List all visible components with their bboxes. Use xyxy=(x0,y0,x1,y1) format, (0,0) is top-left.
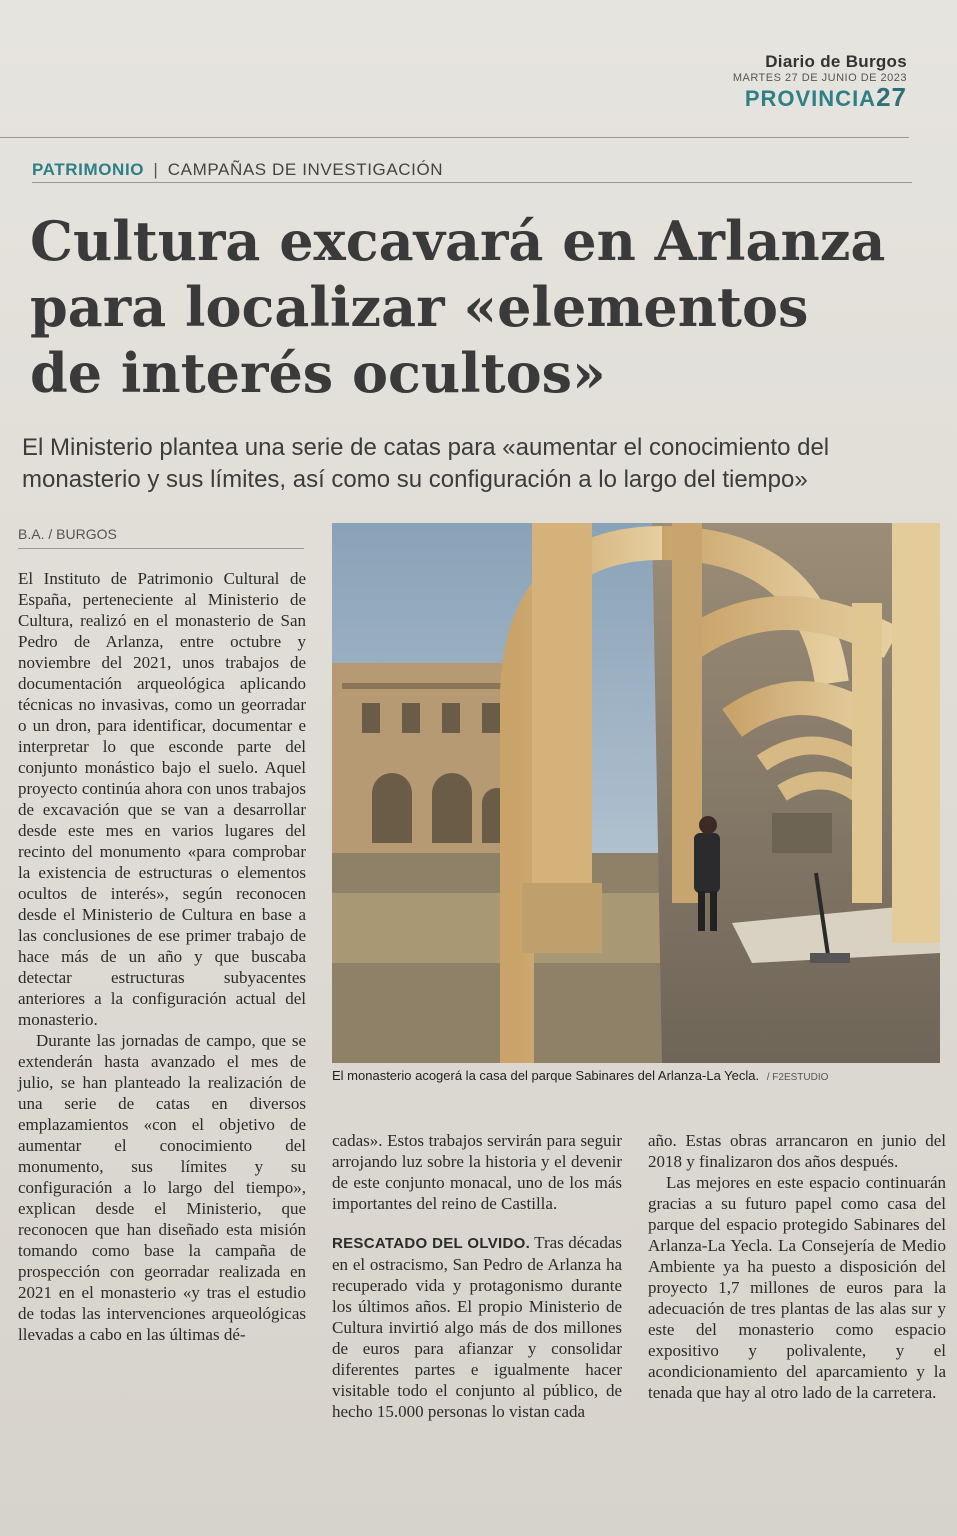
byline-author: B.A. xyxy=(18,526,45,542)
kicker-separator: | xyxy=(153,160,159,179)
top-rule xyxy=(0,137,909,138)
section-lead: RESCATADO DEL OLVIDO. xyxy=(332,1235,531,1252)
newspaper-name: Diario de Burgos xyxy=(765,52,907,71)
paragraph: El Instituto de Patrimonio Cultural de España, perteneciente al Ministerio de Cultura, realizó en el monasterio de San Pedro de Arlanza, entre octubre y noviembre del 2021, unos trabajos de documentación arqueológica aplicando técnicas no invasivas, como un georradar o un dron, para identificar, documentar e interpretar lo que esconde parte del conjunto monástico bajo el suelo. Aquel proyecto continúa ahora con unos trabajos de excavación que se van a desarrollar desde este mes en varios lugares del recinto del monumento «para comprobar la existencia de estructuras o elementos ocultos de interés», según reconocen desde el Ministerio de Cultura en base a las conclusiones de ese primer trabajo de hace más de un año y que buscaba detectar estructuras subyacentes anteriores a la configuración actual del monasterio. xyxy=(18,569,306,1029)
article-column-2 xyxy=(332,1130,622,1422)
section-name: PROVINCIA xyxy=(744,86,877,111)
paragraph: Durante las jornadas de campo, que se extenderán hasta avanzado el mes de julio, se han planteado la realización de una serie de catas en diversos emplazamientos «con el objetivo de aumentar el conocimiento del monumento, sus límites y su configuración a lo largo del tiempo», explican desde el Ministerio, que reconocen que han diseñado esta misión tomando como base la campaña de prospección con georradar realizada en 2021 en el monasterio «y tras el estudio de todas las intervenciones arqueológicas llevadas a cabo en las últimas dé- xyxy=(18,1031,306,1344)
paragraph: año. Estas obras arrancaron en junio del 2018 y finalizaron dos años después. xyxy=(648,1131,946,1171)
kicker-section: PATRIMONIO xyxy=(32,160,145,179)
headline-line-1: Cultura excavará en Arlanza xyxy=(30,209,886,273)
issue-date: MARTES 27 DE JUNIO DE 2023 xyxy=(732,72,907,84)
article-column-3 xyxy=(648,1130,946,1403)
article-column-1 xyxy=(18,568,306,1345)
paragraph: cadas». Estos trabajos servirán para seguir arrojando luz sobre la historia y el devenir de este conjunto monacal, uno de los más importantes del reino de Castilla. xyxy=(332,1131,622,1213)
page-number: 27 xyxy=(876,82,907,112)
paragraph: Las mejores en este espacio continuarán gracias a su futuro papel como casa del parque del espacio protegido Sabinares del Arlanza-La Yecla. La Consejería de Medio Ambiente ya ha puesto a disposición del proyecto 1,7 millones de euros para la adecuación de tres plantas de las alas sur y este del monasterio como espacio expositivo y polivalente, y el acondicionamiento del aparcamiento y la tenada que hay al otro lado de la carretera. xyxy=(648,1173,946,1402)
photo-credit: / F2ESTUDIO xyxy=(766,1072,829,1083)
caption-text: El monasterio acogerá la casa del parque Sabinares del Arlanza-La Yecla. xyxy=(332,1068,760,1083)
headline-line-2: para localizar «elementos xyxy=(30,275,809,339)
byline xyxy=(18,526,304,549)
paragraph xyxy=(332,1232,622,1422)
headline-line-3: de interés ocultos» xyxy=(30,341,606,405)
section-header xyxy=(733,82,907,113)
paragraph-text: Tras décadas en el ostracismo, San Pedro de Arlanza ha recuperado vida y protagonismo durante los últimos años. El propio Ministerio de Cultura invirtió algo más de dos millones de euros para afianzar y consolidar diferentes partes e igualmente hacer visitable todo el conjunto al público, de hecho 15.000 personas lo vistan cada xyxy=(332,1233,622,1421)
cloister-photo xyxy=(332,523,940,1063)
headline xyxy=(30,208,910,406)
kicker-topic: CAMPAÑAS DE INVESTIGACIÓN xyxy=(167,160,444,179)
subheadline: El Ministerio plantea una serie de catas para «aumentar el conocimiento del monasterio y sus límites, así como su configuración a lo largo del tiempo» xyxy=(22,434,830,493)
photo-caption xyxy=(332,1068,942,1083)
masthead xyxy=(733,52,907,113)
byline-place: / BURGOS xyxy=(48,526,117,542)
kicker xyxy=(32,160,912,183)
